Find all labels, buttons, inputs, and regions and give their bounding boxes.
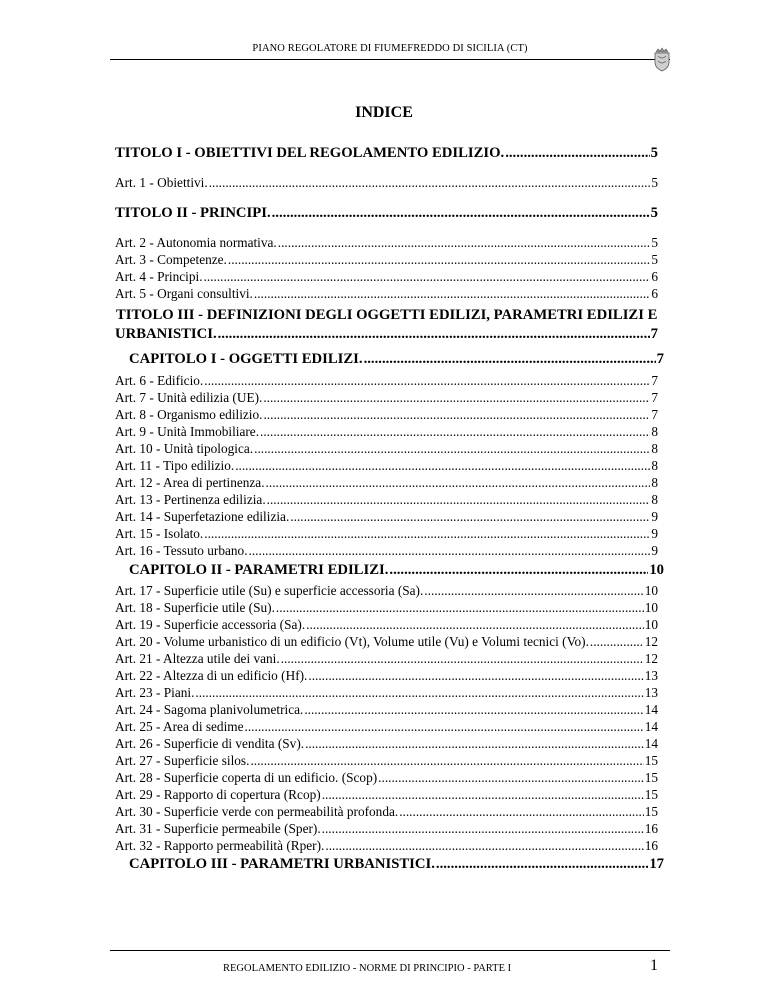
toc-entry-page: 10 [644, 600, 658, 615]
toc-entry-label: Art. 27 - Superficie silos. [115, 753, 250, 768]
dot-leader [204, 374, 650, 387]
dot-leader [399, 805, 644, 818]
toc-entry[interactable] [115, 652, 658, 665]
toc-entry[interactable] [115, 425, 658, 438]
dot-leader [260, 425, 650, 438]
toc-entry-label: Art. 18 - Superficie utile (Su). [115, 600, 275, 615]
toc-title[interactable] [115, 206, 658, 221]
toc-entry[interactable] [115, 442, 658, 455]
toc-entry-page: 7 [651, 407, 658, 422]
toc-entry-page: 16 [644, 838, 658, 853]
toc-entry-page: 10 [649, 562, 664, 578]
toc-entry[interactable] [115, 527, 658, 540]
dot-leader [249, 544, 651, 557]
toc-entry[interactable] [115, 510, 658, 523]
toc-entry-page: 8 [651, 424, 658, 439]
dot-leader [378, 771, 644, 784]
dot-leader [305, 737, 644, 750]
toc-entry-label: TITOLO II - PRINCIPI. [115, 205, 271, 221]
toc-entry[interactable] [115, 408, 658, 421]
toc-entry-page: 14 [644, 719, 658, 734]
toc-entry-page: 5 [650, 205, 658, 221]
toc-entry-label: Art. 15 - Isolato. [115, 526, 204, 541]
toc-chapter[interactable] [129, 857, 664, 872]
toc-entry-label: Art. 21 - Altezza utile dei vani. [115, 651, 280, 666]
toc-entry-page: 14 [644, 702, 658, 717]
toc-entry[interactable] [115, 839, 658, 852]
toc-entry-page: 15 [644, 753, 658, 768]
toc-entry[interactable] [115, 584, 658, 597]
dot-leader [267, 493, 651, 506]
toc-entry-label: Art. 9 - Unità Immobiliare. [115, 424, 260, 439]
toc-entry[interactable] [115, 754, 658, 767]
dot-leader [278, 236, 651, 249]
toc-entry-label: Art. 32 - Rapporto permeabilità (Rper). [115, 838, 325, 853]
dot-leader [308, 669, 643, 682]
toc-entry-label: TITOLO I - OBIETTIVI DEL REGOLAMENTO EDILIZIO. [115, 145, 505, 161]
toc-entry[interactable] [115, 601, 658, 614]
toc-entry-page: 5 [651, 235, 658, 250]
dot-leader [195, 686, 643, 699]
toc-entry[interactable] [115, 270, 658, 283]
toc-entry[interactable] [115, 544, 658, 557]
toc-entry-label: Art. 3 - Competenze. [115, 252, 227, 267]
toc-entry[interactable] [115, 771, 658, 784]
toc-entry[interactable] [115, 287, 658, 300]
toc-entry-label: Art. 12 - Area di pertinenza. [115, 475, 265, 490]
toc-title[interactable] [115, 146, 658, 161]
toc-entry[interactable] [115, 176, 658, 189]
toc-entry-page: 8 [651, 441, 658, 456]
toc-entry-page: 9 [651, 526, 658, 541]
toc-title-line: TITOLO III - DEFINIZIONI DEGLI OGGETTI EDILIZI, PARAMETRI EDILIZI E [116, 307, 658, 323]
toc-entry[interactable] [115, 788, 658, 801]
dot-leader [590, 635, 644, 648]
toc-entry-label: Art. 25 - Area di sedime [115, 719, 244, 734]
header-text: PIANO REGOLATORE DI FIUMEFREDDO DI SICILIA (CT) [252, 43, 528, 54]
dot-leader [505, 146, 649, 161]
toc-entry[interactable] [115, 737, 658, 750]
dot-leader [436, 857, 648, 872]
toc-entry[interactable] [115, 635, 658, 648]
header-rule [110, 59, 670, 60]
toc-entry-page: 9 [651, 509, 658, 524]
dot-leader [266, 476, 651, 489]
toc-entry-label: Art. 19 - Superficie accessoria (Sa). [115, 617, 306, 632]
toc-entry-page: 10 [644, 617, 658, 632]
toc-entry-page: 8 [651, 475, 658, 490]
toc-entry-label: URBANISTICI. [115, 326, 217, 342]
toc-entry-label: Art. 31 - Superficie permeabile (Sper). [115, 821, 321, 836]
dot-leader [204, 270, 651, 283]
toc-entry-page: 17 [649, 856, 664, 872]
dot-leader [263, 391, 650, 404]
toc-entry-page: 15 [644, 770, 658, 785]
dot-leader [204, 527, 650, 540]
toc-entry-label: Art. 24 - Sagoma planivolumetrica. [115, 702, 304, 717]
dot-leader [263, 408, 650, 421]
toc-entry-page: 16 [644, 821, 658, 836]
toc-entry-page: 12 [644, 651, 658, 666]
toc-entry-label: Art. 22 - Altezza di un edificio (Hf). [115, 668, 308, 683]
toc-entry-page: 6 [651, 286, 658, 301]
toc-entry-label: Art. 2 - Autonomia normativa. [115, 235, 277, 250]
toc-entry-label: Art. 30 - Superficie verde con permeabilità profonda. [115, 804, 399, 819]
footer-text: REGOLAMENTO EDILIZIO - NORME DI PRINCIPIO - PARTE I [223, 963, 512, 974]
dot-leader [218, 327, 650, 342]
toc-entry[interactable] [115, 459, 658, 472]
dot-leader [322, 822, 644, 835]
dot-leader [325, 839, 643, 852]
toc-entry-page: 7 [651, 390, 658, 405]
page-header [110, 43, 670, 61]
dot-leader [254, 287, 650, 300]
toc-entry-page: 13 [644, 668, 658, 683]
toc-entry-label: Art. 13 - Pertinenza edilizia. [115, 492, 266, 507]
footer-rule [110, 950, 670, 951]
toc-entry-page: 6 [651, 269, 658, 284]
toc-entry-label: Art. 5 - Organi consultivi. [115, 286, 253, 301]
toc-entry-page: 14 [644, 736, 658, 751]
toc-entry[interactable] [115, 720, 658, 733]
dot-leader [209, 176, 651, 189]
toc-entry-page: 15 [644, 787, 658, 802]
toc-entry[interactable] [115, 476, 658, 489]
toc-entry-page: 12 [644, 634, 658, 649]
toc-entry-page: 5 [651, 175, 658, 190]
toc-chapter[interactable] [129, 563, 664, 578]
toc-entry-label: Art. 26 - Superficie di vendita (Sv). [115, 736, 305, 751]
toc-entry-page: 5 [651, 252, 658, 267]
toc-entry-page: 15 [644, 804, 658, 819]
toc-entry[interactable] [115, 493, 658, 506]
toc-entry[interactable] [115, 391, 658, 404]
toc-entry[interactable] [115, 822, 658, 835]
dot-leader [306, 618, 644, 631]
toc-entry-page: 8 [651, 492, 658, 507]
toc-entry-page: 9 [651, 543, 658, 558]
dot-leader [304, 703, 643, 716]
toc-entry-label: Art. 4 - Principi. [115, 269, 203, 284]
toc-entry-page: 7 [650, 326, 658, 342]
page-number: 1 [650, 957, 658, 974]
toc-entry-label: CAPITOLO III - PARAMETRI URBANISTICI. [129, 856, 435, 872]
dot-leader [364, 352, 656, 367]
toc-entry-label: Art. 17 - Superficie utile (Su) e superficie accessoria (Sa). [115, 583, 424, 598]
toc-entry-page: 7 [656, 351, 664, 367]
toc-entry-label: Art. 14 - Superfetazione edilizia. [115, 509, 290, 524]
dot-leader [276, 601, 644, 614]
toc-entry[interactable] [115, 236, 658, 249]
toc-entry[interactable] [115, 253, 658, 266]
toc-entry-page: 13 [644, 685, 658, 700]
toc-entry-label: Art. 10 - Unità tipologica. [115, 441, 254, 456]
dot-leader [290, 510, 650, 523]
toc-entry-label: Art. 16 - Tessuto urbano. [115, 543, 248, 558]
toc-entry-page: 7 [651, 373, 658, 388]
toc-entry-label: Art. 1 - Obiettivi. [115, 175, 208, 190]
toc-entry[interactable] [115, 686, 658, 699]
toc-entry[interactable] [115, 703, 658, 716]
toc-entry-label: Art. 28 - Superficie coperta di un edificio. (Scop) [115, 770, 378, 785]
toc-entry[interactable] [115, 805, 658, 818]
toc-entry-page: 10 [644, 583, 658, 598]
toc-entry[interactable] [115, 669, 658, 682]
dot-leader [322, 788, 644, 801]
dot-leader [245, 720, 644, 733]
dot-leader [228, 253, 650, 266]
toc-entry-label: CAPITOLO I - OGGETTI EDILIZI. [129, 351, 363, 367]
toc-entry-label: Art. 20 - Volume urbanistico di un edificio (Vt), Volume utile (Vu) e Volumi tecnici (Vo). [115, 634, 589, 649]
dot-leader [235, 459, 650, 472]
toc-entry-label: CAPITOLO II - PARAMETRI EDILIZI. [129, 562, 389, 578]
dot-leader [254, 442, 650, 455]
toc-title[interactable] [115, 327, 658, 342]
toc-entry-page: 8 [651, 458, 658, 473]
toc-entry-label: Art. 7 - Unità edilizia (UE). [115, 390, 263, 405]
dot-leader [250, 754, 643, 767]
toc-entry-label: Art. 23 - Piani. [115, 685, 195, 700]
dot-leader [424, 584, 643, 597]
toc-entry-label: Art. 29 - Rapporto di copertura (Rcop) [115, 787, 321, 802]
dot-leader [281, 652, 644, 665]
toc-entry-label: Art. 11 - Tipo edilizio. [115, 458, 235, 473]
toc-entry-label: Art. 6 - Edificio. [115, 373, 204, 388]
toc-entry-label: Art. 8 - Organismo edilizio. [115, 407, 263, 422]
coat-of-arms-icon [652, 46, 672, 72]
toc-entry[interactable] [115, 618, 658, 631]
dot-leader [272, 206, 650, 221]
page-title: INDICE [355, 104, 413, 121]
toc-entry-page: 5 [650, 145, 658, 161]
toc-entry[interactable] [115, 374, 658, 387]
toc-chapter[interactable] [129, 352, 664, 367]
dot-leader [389, 563, 648, 578]
